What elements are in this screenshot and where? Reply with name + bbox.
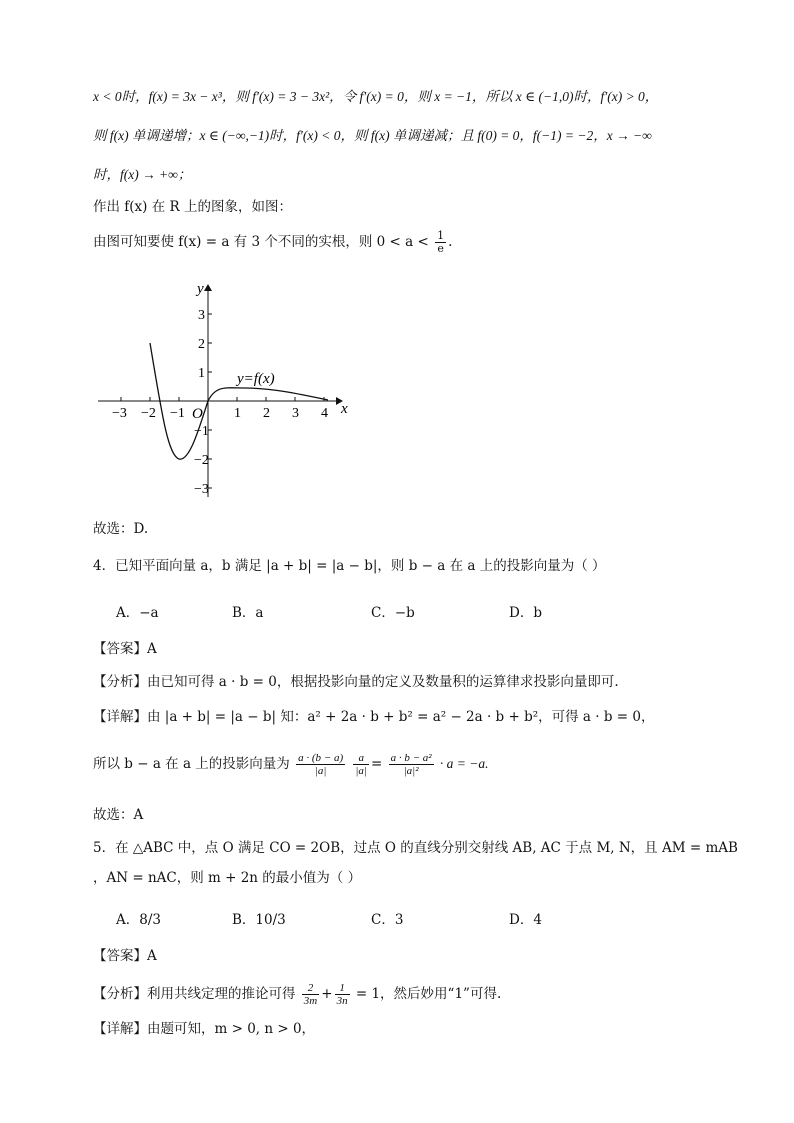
text-line-5 <box>93 230 452 255</box>
analysis-4: 【分析】由已知可得 a · b = 0，根据投影向量的定义及数量积的运算律求投影向量即可. <box>93 674 619 690</box>
line5-post: . <box>448 234 453 250</box>
y-tick-label: −1 <box>194 424 209 439</box>
detail-4: 【详解】由 |a + b| = |a − b| 知：a² + 2a · b + b² = a² − 2a · b + b²，可得 a · b = 0， <box>93 709 655 725</box>
x-axis-label: x <box>341 401 348 417</box>
text-line-3: 时，f(x) → +∞； <box>93 167 192 182</box>
q4-option-b: B．a <box>232 605 264 621</box>
analysis-5-pre: 【分析】利用共线定理的推论可得 <box>93 986 296 1002</box>
q5-option-a: A．8/3 <box>116 912 161 928</box>
question-5-line-1: 5．在 △ABC 中，点 O 满足 CO = 2OB，过点 O 的直线分别交射线 AB, AC 于点 M, N，且 AM = mAB <box>93 840 738 856</box>
q4-option-c: C．−b <box>371 605 415 621</box>
x-tick-label: 4 <box>321 406 328 421</box>
x-tick-label: 3 <box>292 406 299 421</box>
choose-line-1: 故选：D. <box>93 521 149 537</box>
y-tick-label: 1 <box>198 366 205 381</box>
detail-4-projection: 所以 b − a 在 a 上的投影向量为 $\frac{a \cdot (b - a)}{|a|}$ $\frac{a}{|a|}$ = $\frac{\text{a · b − a²}}{\text{|a|²}}$ · a = −a. <box>93 752 489 777</box>
text-line-2: 则 f(x) 单调递增；x ∈ (−∞,−1)时，f′(x) < 0，则 f(x) 单调递减；且 f(0) = 0，f(−1) = −2，x → −∞ <box>93 128 652 143</box>
frac-den: e <box>437 242 444 255</box>
frac-num: 1 <box>437 229 445 242</box>
answer-4: 【答案】A <box>93 641 157 657</box>
curve-label: y=f(x) <box>237 371 275 387</box>
q5-option-d: D．4 <box>509 912 542 928</box>
projection-fraction-3 <box>389 752 434 777</box>
y-axis-label: y <box>197 281 204 297</box>
y-tick-label: 3 <box>198 308 205 323</box>
frac-num: a <box>353 752 369 765</box>
x-tick-label: 1 <box>234 406 241 421</box>
curve-right-branch <box>208 388 328 401</box>
detail-4b-post: · a = −a. <box>439 756 489 771</box>
choose-line-2: 故选：A <box>93 807 144 823</box>
text-line-4: 作出 f(x) 在 R 上的图象，如图： <box>93 199 292 215</box>
frac-den: |a| <box>314 765 327 777</box>
text-line-1: x < 0时，f(x) = 3x − x³，则 f′(x) = 3 − 3x²，令 f′(x) = 0，则 x = −1，所以 x ∈ (−1,0)时，f′(x) > 0， <box>93 89 659 104</box>
analysis-5: 【分析】利用共线定理的推论可得 $\frac{2}{3m}$ + $\frac{1}{3n}$ = 1，然后妙用“1”可得. <box>93 982 502 1007</box>
x-tick-label: −1 <box>170 406 185 421</box>
analysis-5-post: = 1，然后妙用“1”可得. <box>355 986 502 1002</box>
fraction-2-over-3m: $\frac{2}{3m}$ <box>303 982 318 1007</box>
question-4: 4．已知平面向量 a，b 满足 |a + b| = |a − b|，则 b − a 在 a 上的投影向量为（ ） <box>93 558 606 574</box>
x-tick-label: −3 <box>112 406 127 421</box>
fraction-1-over-e <box>435 230 446 255</box>
frac-den: |a|² <box>403 765 419 777</box>
origin-label: O <box>192 406 203 422</box>
q4-option-d: D．b <box>509 605 542 621</box>
y-tick-label: 2 <box>198 337 205 352</box>
detail-5: 【详解】由题可知，m > 0, n > 0， <box>93 1021 316 1037</box>
detail-4b-pre: 所以 b − a 在 a 上的投影向量为 <box>93 756 290 772</box>
y-tick-label: −2 <box>194 453 209 468</box>
x-tick-label: −2 <box>141 406 156 421</box>
function-graph <box>90 275 370 505</box>
frac-num: a · b − a² <box>390 752 432 764</box>
y-tick-label: −3 <box>194 482 209 497</box>
projection-fraction-2 <box>353 752 369 777</box>
x-tick-label: 2 <box>263 406 270 421</box>
fraction-1-over-3n: $\frac{1}{3n}$ <box>336 982 348 1007</box>
projection-fraction-1 <box>296 752 345 777</box>
answer-5: 【答案】A <box>93 948 157 964</box>
frac-den: |a| <box>355 765 367 777</box>
question-5-line-2: ，AN = nAC，则 m + 2n 的最小值为（ ） <box>93 870 362 886</box>
line5-pre: 由图可知要使 f(x) = a 有 3 个不同的实根，则 0 < a < <box>93 234 429 250</box>
q5-option-c: C．3 <box>371 912 404 928</box>
q5-option-b: B．10/3 <box>232 912 286 928</box>
frac-num: a · (b − a) <box>298 752 344 764</box>
q4-option-a: A．−a <box>116 605 159 621</box>
